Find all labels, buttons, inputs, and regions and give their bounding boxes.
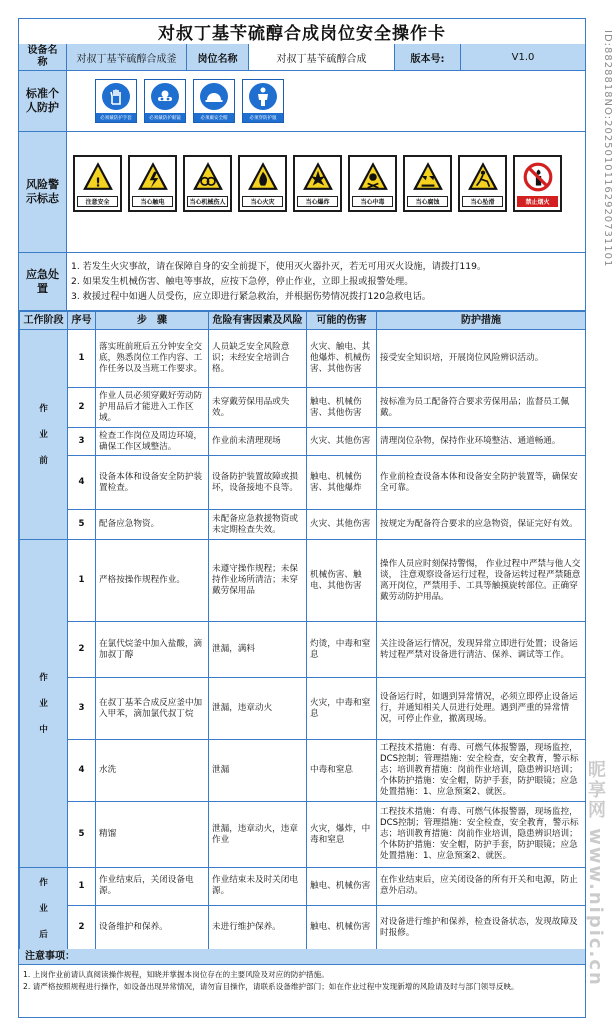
header-measure: 防护措施: [377, 312, 586, 330]
table-row: [20, 388, 586, 428]
row-number: 3: [68, 678, 96, 740]
notes-label: 注意事项：: [19, 949, 585, 965]
table-row: [20, 540, 586, 622]
measure-cell: 设备运行时，如遇到异常情况，必须立即停止设备运行，并通知相关人员进行处理。遇到严重的异常情况，可停止作业，撤离现场。: [377, 678, 586, 740]
hazard-cell: 未穿戴劳保用品或失效。: [209, 388, 307, 428]
table-row: [20, 802, 586, 868]
table-row: [20, 510, 586, 540]
step-cell: 在叔丁基苯合成反应釜中加入甲苯，滴加氯代叔丁烷: [96, 678, 209, 740]
measure-cell: 按规定为配备符合要求的应急物资，保证完好有效。: [377, 510, 586, 540]
header-stage: 工作阶段: [20, 312, 68, 330]
row-number: 4: [68, 456, 96, 510]
stage-label: [20, 868, 68, 951]
protective-suit-icon: [249, 83, 277, 110]
row-number: 5: [68, 510, 96, 540]
ppe-caption: 必须戴防护手套: [96, 113, 136, 122]
step-cell: 作业人员必须穿戴好劳动防护用品后才能进入工作区域。: [96, 388, 209, 428]
step-cell: 配备应急物资。: [96, 510, 209, 540]
row-number: 1: [68, 868, 96, 906]
warning-caption: 当心坠滑: [462, 196, 503, 207]
svg-text:!: !: [94, 175, 101, 191]
row-number: 1: [68, 330, 96, 388]
table-row: [20, 456, 586, 510]
version-value: V1.0: [461, 44, 585, 70]
step-cell: 精馏: [96, 802, 209, 868]
measure-cell: 工程技术措施：有毒、可燃气体报警器，现场监控，DCS控制；管理措施：安全检查，安全教育，警示标志；培训教育措施：岗前作业培训，隐患辨识培训；个体防护措施：安全帽，防护手套，防护眼镜；应急处置措施：1、应急预案2、就医。: [377, 740, 586, 802]
warning-sign: [403, 155, 452, 212]
injury-cell: 触电、机械伤害、其他伤害: [307, 388, 377, 428]
table-row: [20, 330, 586, 388]
ppe-section: [19, 71, 585, 132]
measure-cell: 对设备进行维护和保养，检查设备状态，发现故障及时报修。: [377, 905, 586, 950]
table-row: [20, 678, 586, 740]
measure-cell: 作业前检查设备本体和设备安全防护装置等，确保安全可靠。: [377, 456, 586, 510]
electric-shock-icon: [137, 161, 169, 191]
ppe-caption: 必须穿防护服: [243, 113, 283, 122]
injury-cell: 火灾，爆炸，中毒和窒息: [307, 802, 377, 868]
equipment-value: 对叔丁基苄硫醇合成釜: [67, 44, 187, 70]
table-row: [20, 868, 586, 906]
ppe-sign: [144, 79, 186, 123]
post-value: 对叔丁基苄硫醇合成: [249, 44, 395, 70]
warning-caption: 禁止烟火: [517, 196, 558, 207]
stage-name: 作 业 中: [39, 672, 48, 735]
warning-caption: 当心火灾: [242, 196, 283, 207]
measure-cell: 清理岗位杂物，保持作业环境整洁、通道畅通。: [377, 428, 586, 456]
warning-sign: [73, 155, 122, 212]
warning-sign: [183, 155, 232, 212]
ppe-sign: [193, 79, 235, 123]
helmet-icon: [200, 83, 228, 110]
row-number: 2: [68, 905, 96, 950]
table-row: [20, 428, 586, 456]
no-fire-icon: [522, 161, 554, 193]
injury-cell: 触电、机械伤害: [307, 868, 377, 906]
table-body: [20, 330, 586, 951]
measure-cell: 在作业结束后，应关闭设备的所有开关和电源，防止意外启动。: [377, 868, 586, 906]
injury-cell: 灼烫，中毒和窒息: [307, 622, 377, 678]
measure-cell: 接受安全知识培，开展岗位风险辨识活动。: [377, 330, 586, 388]
table-row: [20, 905, 586, 950]
warning-caption: 当心机械伤人: [187, 196, 228, 207]
hazard-cell: 作业结束未及时关闭电源。: [209, 868, 307, 906]
note-line: 2. 请严格按照规程进行操作，如设备出现异常情况，请勿盲目操作，请联系设备维护部门；如在作业过程中发现新增的风险请及时与部门领导反映。: [23, 982, 519, 991]
emergency-label: 应急处置: [19, 253, 67, 310]
table-row: [20, 622, 586, 678]
slip-icon: [467, 161, 499, 191]
fire-icon: [247, 161, 279, 191]
measure-cell: 按标准为员工配备符合要求劳保用品；监督员工佩戴。: [377, 388, 586, 428]
warning-sign: [513, 155, 562, 212]
warning-sign: [128, 155, 177, 212]
goggles-icon: [151, 83, 179, 110]
emergency-text: [67, 253, 585, 304]
table-row: [20, 740, 586, 802]
step-cell: 在氯代烷釜中加入盐酸，滴加叔丁醇: [96, 622, 209, 678]
warning-caption: 当心爆炸: [297, 196, 338, 207]
exclamation-warning-icon: [82, 161, 114, 191]
safety-card: [18, 18, 586, 1018]
hazard-cell: 泄漏: [209, 740, 307, 802]
hazard-cell: 泄漏，违章动火，违章作业: [209, 802, 307, 868]
row-number: 5: [68, 802, 96, 868]
injury-cell: 触电、机械伤害: [307, 905, 377, 950]
step-cell: 作业结束后，关闭设备电源。: [96, 868, 209, 906]
ppe-label: 标准个人防护: [19, 71, 67, 131]
hazard-cell: 作业前未清理现场: [209, 428, 307, 456]
note-line: 1. 上岗作业前请认真阅读操作规程，知晓并掌握本岗位存在的主要风险及对应的防护措施。: [23, 970, 329, 979]
emergency-line: 2. 如果发生机械伤害、触电等事故，应按下急停，停止作业，立即上报或报警处理。: [71, 276, 414, 287]
hazard-cell: 未遵守操作规程；未保持作业场所清洁；未穿戴劳保用品: [209, 540, 307, 622]
hazard-cell: 未配备应急救援物资或未定期检查失效。: [209, 510, 307, 540]
id-watermark: ID:8828818NO:20250101162920731101: [602, 30, 613, 268]
ppe-caption: 必须戴安全帽: [194, 113, 234, 122]
emergency-line: 3. 救援过程中如遇人员受伤，应立即进行紧急救治，并根据伤势情况拨打120急救电话。: [71, 291, 431, 302]
hazard-cell: 未进行维护保养。: [209, 905, 307, 950]
step-cell: 严格按操作规程作业。: [96, 540, 209, 622]
ppe-sign: [242, 79, 284, 123]
measure-cell: 工程技术措施：有毒、可燃气体报警器，现场监控，DCS控制；管理措施：安全检查，安全教育，警示标志；培训教育措施：岗前作业培训，隐患辨识培训；个体防护措施：安全帽，防护手套，防护眼镜；应急处置措施：1、应急预案2、就医。: [377, 802, 586, 868]
operation-table: [19, 311, 586, 951]
warning-section: [19, 132, 585, 253]
warning-caption: 当心中毒: [352, 196, 393, 207]
site-watermark: 昵享网 www.nipic.cn: [585, 760, 606, 987]
row-number: 2: [68, 388, 96, 428]
header-step: 步 骤: [96, 312, 209, 330]
corrosion-icon: [412, 161, 444, 191]
stage-label: [20, 540, 68, 868]
warning-sign: [348, 155, 397, 212]
header-no: 序号: [68, 312, 96, 330]
header-injury: 可能的伤害: [307, 312, 377, 330]
version-label: 版本号:: [395, 44, 461, 70]
row-number: 3: [68, 428, 96, 456]
notes-section: [19, 949, 585, 1017]
row-number: 2: [68, 622, 96, 678]
warning-caption: 当心腐蚀: [407, 196, 448, 207]
injury-cell: 火灾，中毒和窒息: [307, 678, 377, 740]
row-number: 1: [68, 540, 96, 622]
emergency-section: [19, 253, 585, 311]
hazard-cell: 泄漏，满料: [209, 622, 307, 678]
injury-cell: 触电、机械伤害、其他爆炸: [307, 456, 377, 510]
stage-name: 作 业 后: [39, 878, 48, 940]
header-hazard: 危险有害因素及风险: [209, 312, 307, 330]
measure-cell: 操作人员应时刻保持警惕， 作业过程中严禁与他人交谈， 注意观察设备运行过程，设备运转过程严禁随意离开岗位，严禁用手、工具等触摸旋转部位。正确穿戴劳动防护用品。: [377, 540, 586, 622]
warning-sign: [293, 155, 342, 212]
emergency-line: 1. 若发生火灾事故，请在保障自身的安全前提下，使用灭火器扑灭，若无可用灭火设施，请拨打119。: [71, 261, 487, 272]
table-header-row: [20, 312, 586, 330]
mechanical-injury-icon: [192, 161, 224, 191]
warning-list: [67, 132, 585, 212]
warning-caption: 注意安全: [77, 196, 118, 207]
injury-cell: 机械伤害、触电、其他伤害: [307, 540, 377, 622]
gloves-icon: [102, 83, 130, 110]
hazard-cell: 人员缺乏安全风险意识；未经安全培训合格。: [209, 330, 307, 388]
warning-sign: [458, 155, 507, 212]
row-number: 4: [68, 740, 96, 802]
step-cell: 落实班前班后五分钟安全交底，熟悉岗位工作内容、工作任务以及当班工作要求。: [96, 330, 209, 388]
warning-label: 风险警示标志: [19, 132, 67, 252]
step-cell: 设备维护和保养。: [96, 905, 209, 950]
post-label: 岗位名称: [187, 44, 249, 70]
poison-icon: [357, 161, 389, 191]
step-cell: 检查工作岗位及周边环境，确保工作区域整洁。: [96, 428, 209, 456]
injury-cell: 火灾、其他伤害: [307, 428, 377, 456]
injury-cell: 火灾、其他伤害: [307, 510, 377, 540]
warning-caption: 当心触电: [132, 196, 173, 207]
step-cell: 水洗: [96, 740, 209, 802]
measure-cell: 关注设备运行情况，发现异常立即进行处置；设备运转过程严禁对设备进行清洁、保养、调试等工作。: [377, 622, 586, 678]
stage-name: 作 业 前: [39, 403, 48, 466]
ppe-list: [67, 71, 585, 123]
hazard-cell: 设备防护装置故障或损坏，设备接地不良等。: [209, 456, 307, 510]
injury-cell: 火灾、触电、其他爆炸、机械伤害、其他伤害: [307, 330, 377, 388]
info-row: [19, 44, 585, 71]
ppe-sign: [95, 79, 137, 123]
hazard-cell: 泄漏，违章动火: [209, 678, 307, 740]
ppe-caption: 必须戴防护眼镜: [145, 113, 185, 122]
page-title: 对叔丁基苄硫醇合成岗位安全操作卡: [19, 19, 585, 45]
warning-sign: [238, 155, 287, 212]
equipment-label: 设备名称: [19, 44, 67, 70]
step-cell: 设备本体和设备安全防护装置检查。: [96, 456, 209, 510]
stage-label: [20, 330, 68, 540]
explosion-icon: [302, 161, 334, 191]
injury-cell: 中毒和窒息: [307, 740, 377, 802]
